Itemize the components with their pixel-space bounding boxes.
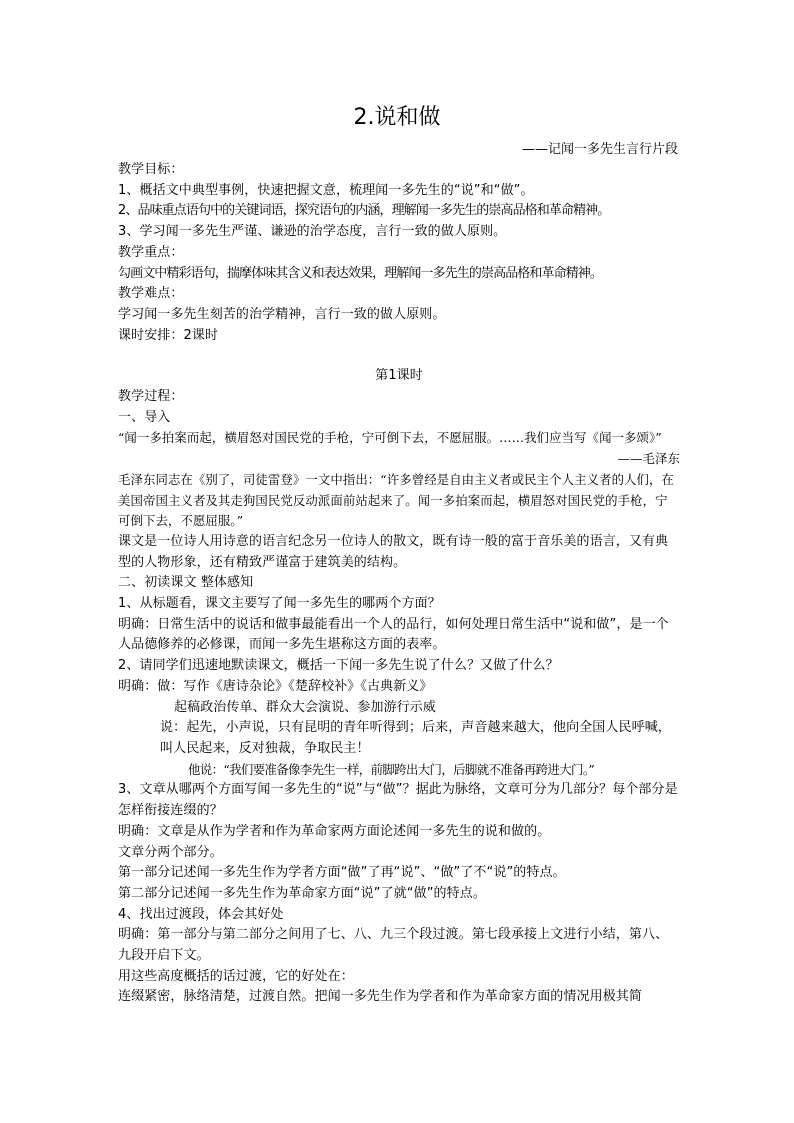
section-heading: 教学过程：	[118, 389, 184, 405]
quote-attribution: ——毛泽东	[617, 451, 680, 467]
document-body	[118, 160, 680, 1008]
objective-item: 1、概括文中典型事例，快速把握文意，梳理闻一多先生的“说”和“做”。	[118, 182, 534, 198]
objective-item: 3、学习闻一多先生严谨、谦逊的治学态度，言行一致的做人原则。	[118, 224, 507, 240]
answer: 明确：做：写作《唐诗杂论》《楚辞校补》《古典新义》	[118, 678, 433, 694]
answer: 第一部分记述闻一多先生作为学者方面“做”了再“说”、“做”了不“说”的特点。	[118, 865, 566, 881]
answer: 文章分两个部分。	[118, 844, 223, 860]
answer: 明确：文章是从作为学者和作为革命家两方面论述闻一多先生的说和做的。	[118, 823, 551, 839]
question: 4、找出过渡段，体会其好处	[118, 906, 284, 922]
paragraph: 学习闻一多先生刻苦的治学精神，言行一致的做人原则。	[118, 306, 446, 322]
question: 1、从标题看，课文主要写了闻一多先生的哪两个方面？	[118, 596, 441, 612]
page-title: 2.说和做	[353, 105, 441, 130]
question: 3、文章从哪两个方面写闻一多先生的“说”与“做”？据此为脉络，文章可分为几部分？每个部分是怎样衔接连缀的？	[118, 782, 678, 819]
section-heading: 教学重点：	[118, 244, 184, 260]
answer: 起稿政治传单、群众大会演说、参加游行示威	[174, 699, 437, 715]
answer: 明确：第一部分与第二部分之间用了七、八、九三个段过渡。第七段承接上文进行小结，第八、九段开启下文。	[118, 927, 669, 964]
page-subtitle: ——记闻一多先生言行片段	[521, 142, 678, 157]
section-heading: 教学目标：	[118, 162, 184, 177]
quote: “闻一多拍案而起，横眉怒对国民党的手枪，宁可倒下去，不愿屈服。……我们应当写《闻一多颂》”	[118, 430, 662, 446]
paragraph: 课时安排：2课时	[118, 327, 219, 343]
section-heading: 一、导入	[118, 409, 171, 425]
objective-item: 2、品味重点语句中的关键词语，探究语句的内涵，理解闻一多先生的崇高品格和革命精神。	[118, 203, 610, 219]
answer: 明确：日常生活中的说话和做事最能看出一个人的品行，如何处理日常生活中“说和做”，是一个人品德修养的必修课，而闻一多先生堪称这方面的表率。	[118, 616, 669, 653]
answer: 说：起先，小声说，只有昆明的青年听得到；后来，声音越来越大，他向全国人民呼喊，叫人民起来，反对独裁，争取民主！	[160, 720, 671, 756]
answer: 第二部分记述闻一多先生作为革命家方面“说”了就“做”的特点。	[118, 885, 486, 901]
paragraph: 课文是一位诗人用诗意的语言纪念另一位诗人的散文，既有诗一般的富于音乐美的语言，又有典型的人物形象，还有精致严谨富于建筑美的结构。	[118, 533, 669, 570]
section-heading: 教学难点：	[118, 286, 184, 302]
question: 2、请同学们迅速地默读课文，概括一下闻一多先生说了什么？又做了什么？	[118, 658, 559, 674]
section-heading: 二、初读课文 整体感知	[118, 575, 254, 591]
answer: 用这些高度概括的话过渡，它的好处在：	[118, 968, 354, 984]
paragraph: 毛泽东同志在《别了，司徒雷登》一文中指出：“许多曾经是自由主义者或民主个人主义者的人们，在美国帝国主义者及其走狗国民党反动派面前站起来了。闻一多拍案而起，横眉怒对国民党的手枪，宁可倒下去，不愿屈服。”	[118, 471, 675, 529]
answer: 连缀紧密，脉络清楚，过渡自然。把闻一多先生作为学者和作为革命家方面的情况用极其简	[118, 989, 643, 1005]
answer: 他说：“我们要准备像李先生一样，前脚跨出大门，后脚就不准备再跨进大门。”	[188, 761, 595, 777]
paragraph: 勾画文中精彩语句，揣摩体味其含义和表达效果，理解闻一多先生的崇高品格和革命精神。	[118, 265, 603, 281]
lesson-heading: 第1课时	[375, 368, 423, 384]
